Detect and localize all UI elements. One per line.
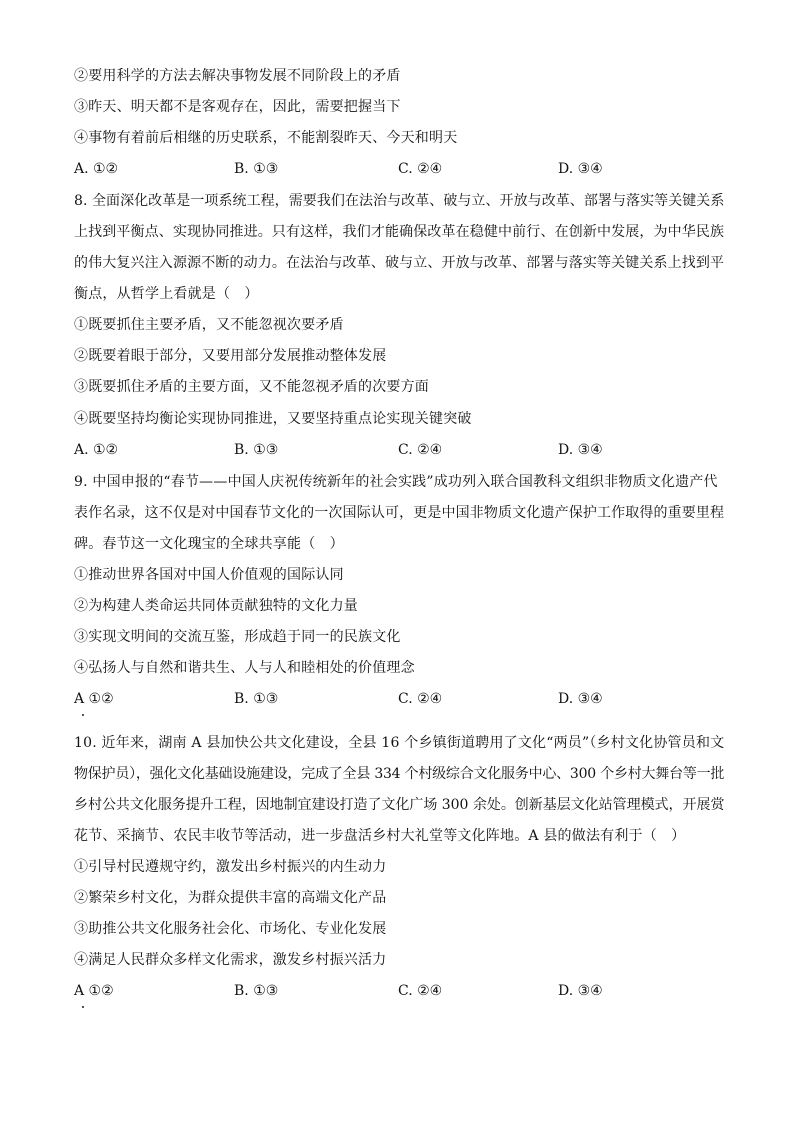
q9-option-b: B. ①③ [234, 691, 279, 707]
q9-option-c: C. ②④ [398, 691, 443, 707]
q10-stem-line-3: 乡村公共文化服务提升工程，因地制宜建设打造了文化广场 300 余处。创新基层文化站管理模式，开展赏 [74, 797, 725, 813]
q10-item-3: ③助推公共文化服务社会化、市场化、专业化发展 [74, 921, 387, 937]
q8-item-1: ①既要抓住主要矛盾，又不能忽视次要矛盾 [74, 317, 344, 333]
q7-option-c: C. ②④ [398, 161, 443, 177]
q10-stem-line-2: 物保护员），强化文化基础设施建设，完成了全县 334 个村级综合文化服务中心、300 个乡村大舞台等一批 [74, 766, 725, 782]
q8-item-3: ③既要抓住矛盾的主要方面，又不能忽视矛盾的次要方面 [74, 379, 429, 395]
q10-option-a: A ①② [74, 983, 114, 999]
q9-item-1: ①推动世界各国对中国人价值观的国际认同 [74, 567, 344, 583]
q8-option-b: B. ①③ [234, 442, 279, 458]
stray-mark [82, 714, 84, 716]
q10-stem-line-4: 花节、采摘节、农民丰收节等活动，进一步盘活乡村大礼堂等文化阵地。A 县的做法有利于（ ） [74, 828, 686, 844]
q10-item-2: ②繁荣乡村文化，为群众提供丰富的高端文化产品 [74, 890, 387, 906]
q7-options [74, 159, 734, 179]
q10-option-d: D. ③④ [558, 983, 603, 999]
q10-item-4: ④满足人民群众多样文化需求，激发乡村振兴活力 [74, 952, 387, 968]
q9-stem-line-2: 表作名录，这不仅是对中国春节文化的一次国际认可，更是中国非物质文化遗产保护工作取得的重要里程 [74, 505, 725, 521]
q7-item-2: ②要用科学的方法去解决事物发展不同阶段上的矛盾 [74, 68, 401, 84]
q10-option-c: C. ②④ [398, 983, 443, 999]
q8-options [74, 440, 734, 460]
q7-option-d: D. ③④ [558, 161, 603, 177]
q8-item-4: ④既要坚持均衡论实现协同推进，又要坚持重点论实现关键突破 [74, 411, 472, 427]
q10-stem-line-1: 10. 近年来，湖南 A 县加快公共文化建设，全县 16 个乡镇街道聘用了文化“两员”（乡村文化协管员和文 [74, 735, 725, 751]
q7-item-3: ③昨天、明天都不是客观存在，因此，需要把握当下 [74, 99, 401, 115]
q8-stem-line-4: 衡点，从哲学上看就是（ ） [74, 286, 259, 302]
q8-option-a: A. ①② [74, 442, 119, 458]
q9-options [74, 689, 734, 709]
q7-option-b: B. ①③ [234, 161, 279, 177]
q8-option-c: C. ②④ [398, 442, 443, 458]
q9-item-4: ④弘扬人与自然和谐共生、人与人和睦相处的价值理念 [74, 660, 415, 676]
q9-item-3: ③实现文明间的交流互鉴，形成趋于同一的民族文化 [74, 629, 401, 645]
q7-item-4: ④事物有着前后相继的历史联系，不能割裂昨天、今天和明天 [74, 130, 458, 146]
q8-stem-line-1: 8. 全面深化改革是一项系统工程，需要我们在法治与改革、破与立、开放与改革、部署与落实等关键关系 [74, 193, 725, 209]
q9-option-d: D. ③④ [558, 691, 603, 707]
q8-option-d: D. ③④ [558, 442, 603, 458]
stray-mark [82, 1006, 84, 1008]
q9-stem-line-3: 碑。春节这一文化瑰宝的全球共享能（ ） [74, 536, 344, 552]
q9-item-2: ②为构建人类命运共同体贡献独特的文化力量 [74, 598, 358, 614]
q8-stem-line-2: 上找到平衡点、实现协同推进。只有这样，我们才能确保改革在稳健中前行、在创新中发展，为中华民族 [74, 224, 725, 240]
q10-option-b: B. ①③ [234, 983, 279, 999]
q10-item-1: ①引导村民遵规守约，激发出乡村振兴的内生动力 [74, 859, 387, 875]
q10-options [74, 981, 734, 1001]
q9-option-a: A ①② [74, 691, 114, 707]
q9-stem-line-1: 9. 中国申报的“春节——中国人庆祝传统新年的社会实践”成功列入联合国教科文组织非物质文化遗产代 [74, 474, 718, 490]
q8-item-2: ②既要着眼于部分，又要用部分发展推动整体发展 [74, 348, 387, 364]
q8-stem-line-3: 的伟大复兴注入源源不断的动力。在法治与改革、破与立、开放与改革、部署与落实等关键关系上找到平 [74, 255, 725, 271]
q7-option-a: A. ①② [74, 161, 119, 177]
